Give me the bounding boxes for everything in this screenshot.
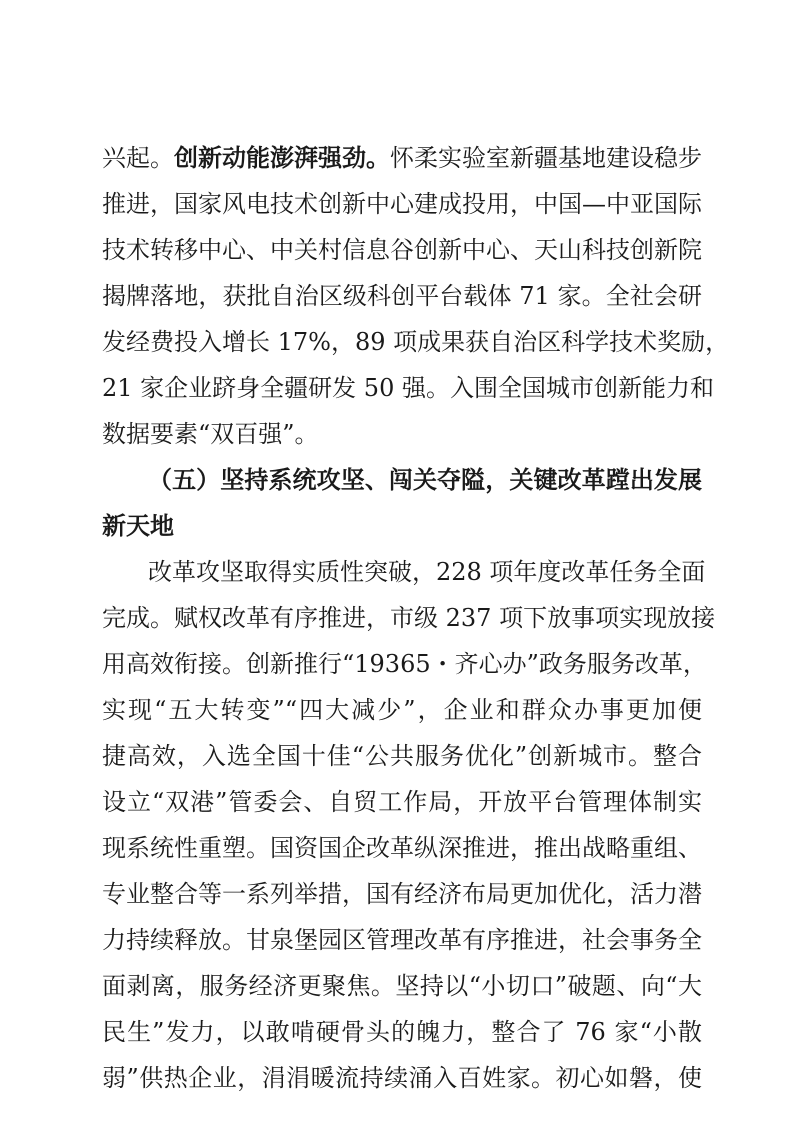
text-run: 怀柔实验室新疆基地建设稳步: [390, 144, 702, 172]
paragraph-line: 现系统性重塑。国资国企改革纵深推进，推出战略重组、: [102, 834, 702, 862]
text-run: 兴起。: [102, 144, 174, 172]
paragraph-line: 用高效衔接。创新推行“19365・齐心办”政务服务改革，: [102, 650, 707, 678]
paragraph-line: 技术转移中心、中关村信息谷创新中心、天山科技创新院: [102, 236, 702, 264]
paragraph-line: 发经费投入增长 17%，89 项成果获自治区科学技术奖励，: [102, 328, 730, 356]
paragraph-line: 实现“五大转变”“四大减少”，企业和群众办事更加便: [102, 696, 702, 724]
paragraph-line: 面剥离，服务经济更聚焦。坚持以“小切口”破题、向“大: [102, 972, 702, 1000]
heading-line: （五）坚持系统攻坚、闯关夺隘，关键改革蹚出发展: [148, 465, 702, 494]
paragraph-line: 捷高效，入选全国十佳“公共服务优化”创新城市。整合: [102, 742, 702, 770]
paragraph-line: 弱”供热企业，涓涓暖流持续涌入百姓家。初心如磐，使: [102, 1064, 702, 1092]
paragraph-line: 专业整合等一系列举措，国有经济布局更加优化，活力潜: [102, 880, 702, 908]
paragraph-line: 力持续释放。甘泉堡园区管理改革有序推进，社会事务全: [102, 926, 702, 954]
paragraph-line: 数据要素“双百强”。: [102, 420, 319, 448]
paragraph-line: 推进，国家风电技术创新中心建成投用，中国—中亚国际: [102, 190, 702, 218]
paragraph-line: 改革攻坚取得实质性突破，228 项年度改革任务全面: [148, 558, 706, 586]
bold-lead-phrase: 创新动能澎湃强劲。: [174, 143, 390, 172]
paragraph-line: 民生”发力，以敢啃硬骨头的魄力，整合了 76 家“小散: [102, 1018, 702, 1046]
paragraph-line: 揭牌落地，获批自治区级科创平台载体 71 家。全社会研: [102, 282, 702, 310]
paragraph-line: 完成。赋权改革有序推进，市级 237 项下放事项实现放接: [102, 604, 716, 632]
paragraph-line: 21 家企业跻身全疆研发 50 强。入围全国城市创新能力和: [102, 374, 714, 402]
heading-line: 新天地: [102, 511, 174, 540]
paragraph-line: 设立“双港”管委会、自贸工作局，开放平台管理体制实: [102, 788, 702, 816]
paragraph-line: [102, 142, 702, 174]
